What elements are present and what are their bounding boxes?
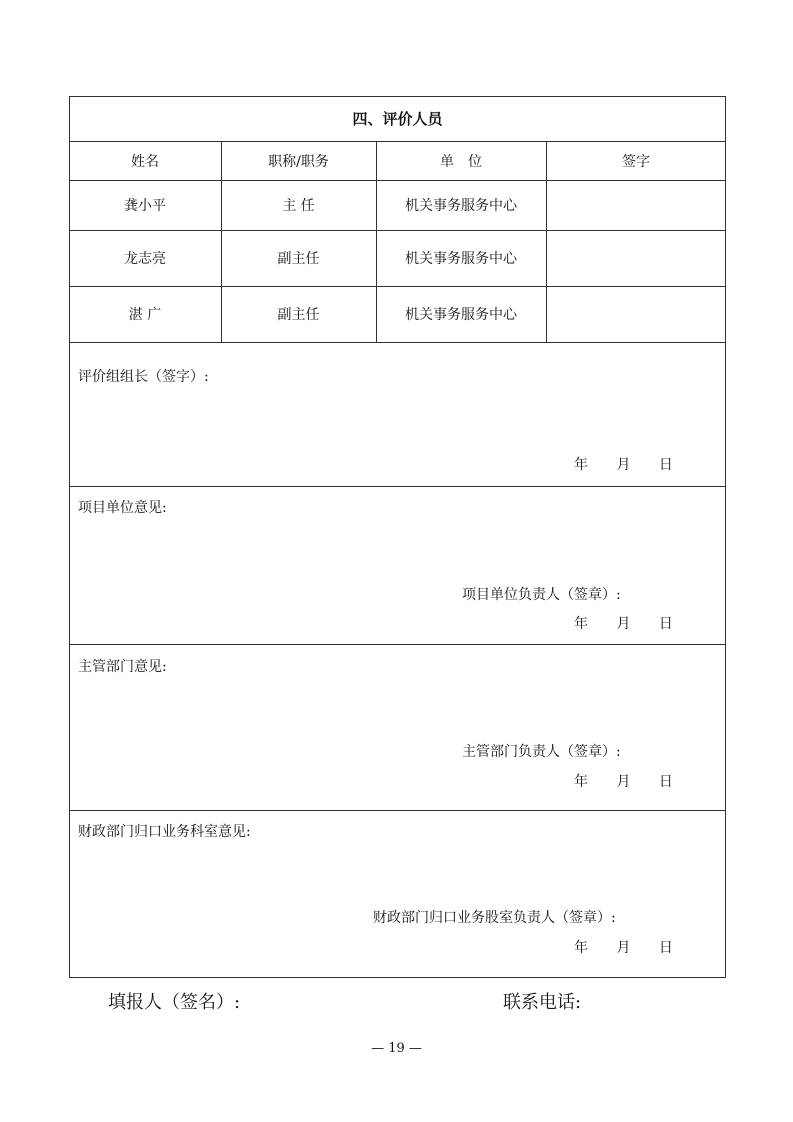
- year-label: 年: [574, 457, 588, 473]
- section-title: 四、评价人员: [352, 110, 443, 128]
- cell-name: 龙志亮: [124, 251, 166, 267]
- cell-unit: 机关事务服务中心: [405, 198, 517, 214]
- month-label: 月: [616, 940, 631, 956]
- year-label: 年: [574, 940, 588, 956]
- cell-unit: 机关事务服务中心: [405, 251, 517, 267]
- divider: [69, 644, 726, 645]
- cell-unit: 机关事务服务中心: [405, 307, 517, 323]
- day-label: 日: [658, 457, 673, 473]
- cell-signature[interactable]: [546, 230, 726, 286]
- group-leader-date[interactable]: [574, 454, 673, 474]
- department-opinion-label: 主管部门意见:: [78, 659, 167, 675]
- header-title: 职称/职务: [268, 153, 329, 170]
- contact-phone-label: 联系电话:: [503, 992, 582, 1013]
- header-unit: 单 位: [440, 153, 482, 170]
- cell-name: 龚小平: [124, 198, 166, 214]
- group-leader-label: 评价组组长（签字）:: [78, 369, 209, 385]
- project-unit-date[interactable]: [574, 613, 673, 633]
- day-label: 日: [658, 940, 673, 956]
- project-unit-signer-label: 项目单位负责人（签章）:: [462, 587, 621, 603]
- month-label: 月: [616, 457, 631, 473]
- cell-name: 湛 广: [128, 307, 162, 323]
- divider: [69, 342, 726, 343]
- department-date[interactable]: [574, 771, 673, 791]
- cell-title: 主 任: [282, 198, 315, 214]
- month-label: 月: [616, 616, 631, 632]
- day-label: 日: [658, 616, 673, 632]
- divider: [69, 486, 726, 487]
- month-label: 月: [616, 774, 631, 790]
- filler-signature-label: 填报人（签名）:: [108, 992, 241, 1013]
- page-number: — 19 —: [371, 1040, 422, 1056]
- finance-signer-label: 财政部门归口业务股室负责人（签章）:: [373, 910, 616, 926]
- year-label: 年: [574, 774, 588, 790]
- finance-date[interactable]: [574, 937, 673, 957]
- day-label: 日: [658, 774, 673, 790]
- cell-signature[interactable]: [546, 286, 726, 342]
- header-name: 姓名: [131, 153, 159, 170]
- divider: [69, 810, 726, 811]
- project-unit-opinion-label: 项目单位意见:: [78, 500, 167, 516]
- department-signer-label: 主管部门负责人（签章）:: [462, 744, 621, 760]
- cell-title: 副主任: [277, 307, 320, 323]
- cell-title: 副主任: [277, 251, 320, 267]
- finance-opinion-label: 财政部门归口业务科室意见:: [78, 824, 251, 840]
- year-label: 年: [574, 616, 588, 632]
- header-signature: 签字: [622, 153, 650, 170]
- cell-signature[interactable]: [546, 180, 726, 230]
